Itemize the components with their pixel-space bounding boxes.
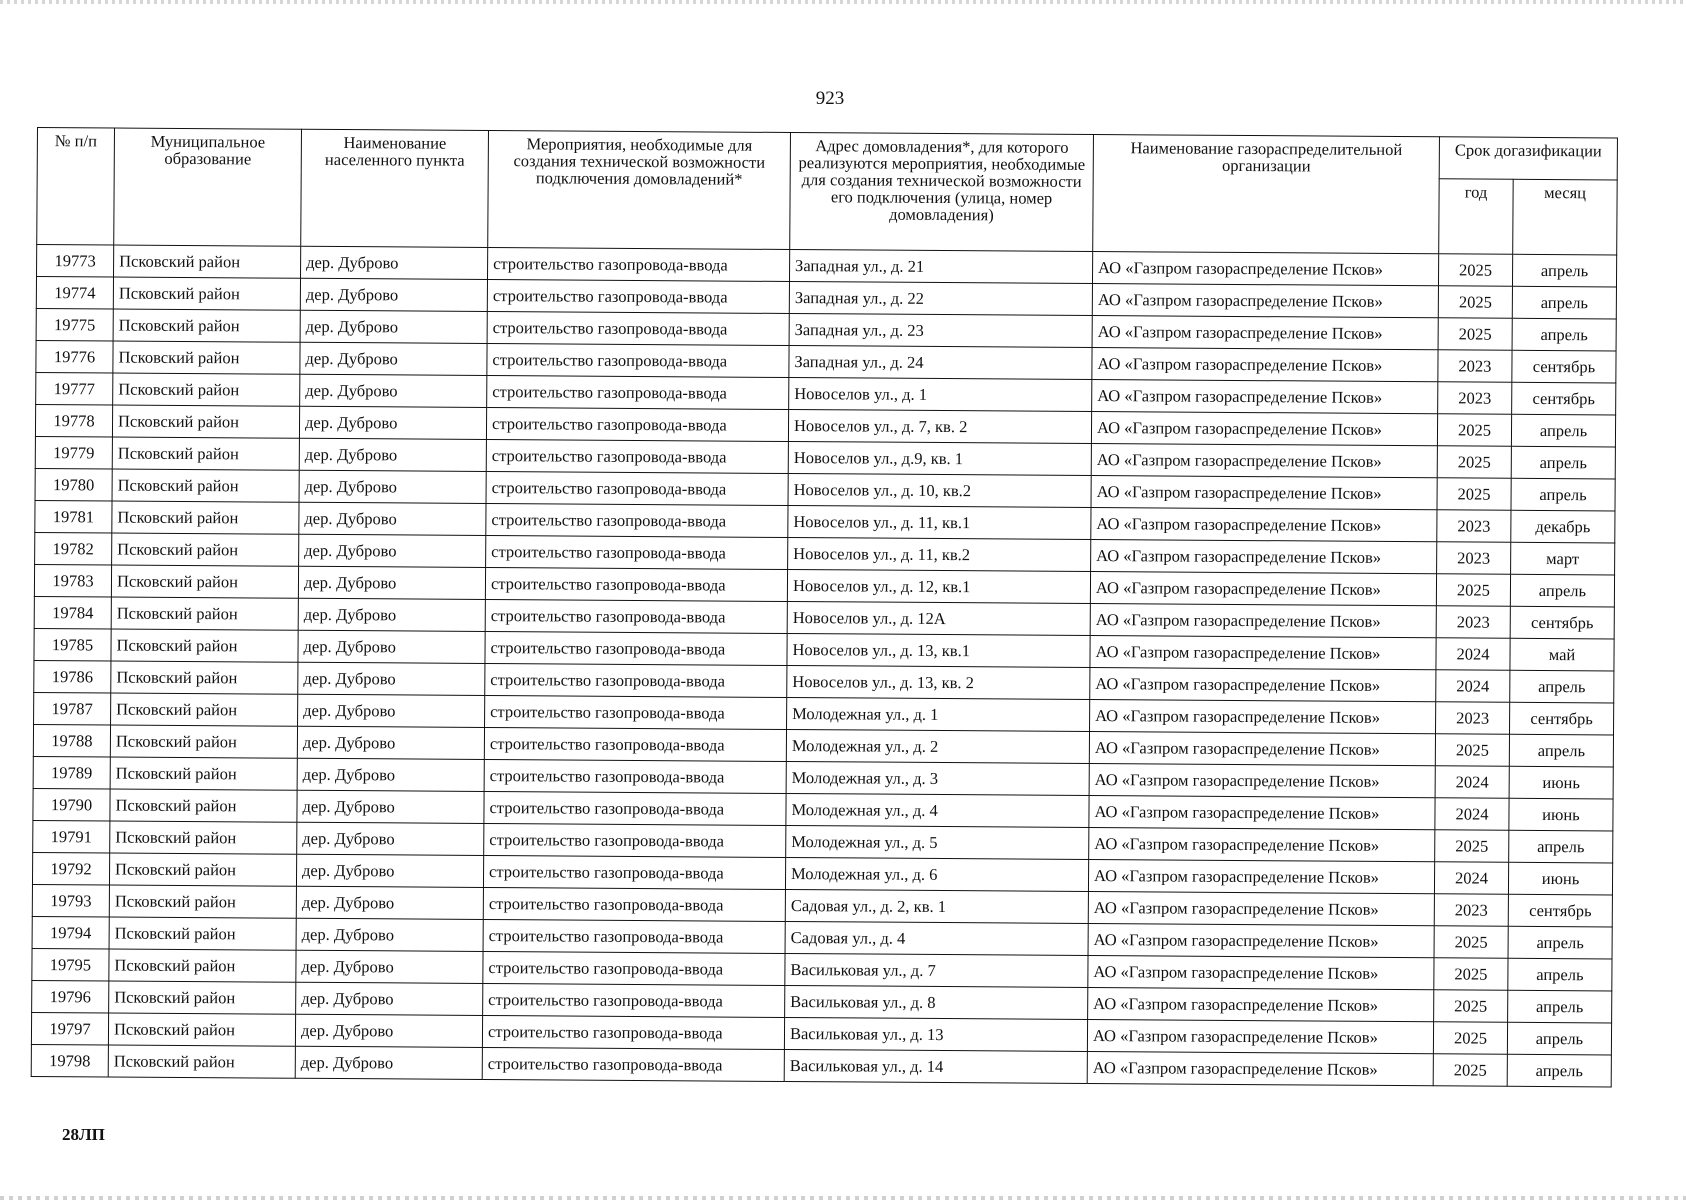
cell-measures: строительство газопровода-ввода — [484, 791, 786, 825]
cell-num: 19782 — [35, 532, 112, 565]
cell-month: март — [1511, 542, 1615, 575]
cell-num: 19790 — [33, 788, 110, 821]
cell-year: 2023 — [1438, 382, 1512, 414]
cell-address: Молодежная ул., д. 6 — [785, 857, 1088, 891]
cell-organization: АО «Газпром газораспределение Псков» — [1090, 603, 1436, 637]
cell-organization: АО «Газпром газораспределение Псков» — [1088, 923, 1434, 957]
cell-settlement: дер. Дуброво — [295, 1014, 482, 1047]
cell-municipality: Псковский район — [112, 437, 299, 470]
cell-address: Васильковая ул., д. 7 — [785, 953, 1088, 987]
cell-month: апрель — [1511, 446, 1615, 479]
cell-organization: АО «Газпром газораспределение Псков» — [1089, 731, 1435, 765]
cell-month: апрель — [1507, 1022, 1611, 1055]
cell-settlement: дер. Дуброво — [297, 822, 484, 855]
cell-settlement: дер. Дуброво — [298, 598, 485, 631]
cell-num: 19777 — [36, 372, 113, 405]
cell-measures: строительство газопровода-ввода — [486, 407, 788, 441]
cell-municipality: Псковский район — [109, 917, 296, 950]
cell-organization: АО «Газпром газораспределение Псков» — [1091, 444, 1437, 478]
cell-organization: АО «Газпром газораспределение Псков» — [1091, 412, 1437, 446]
cell-measures: строительство газопровода-ввода — [484, 823, 786, 857]
cell-municipality: Псковский район — [113, 373, 300, 406]
cell-measures: строительство газопровода-ввода — [487, 279, 789, 313]
cell-num: 19780 — [35, 468, 112, 501]
cell-month: апрель — [1508, 990, 1612, 1023]
cell-address: Новоселов ул., д. 12А — [787, 601, 1090, 635]
cell-municipality: Псковский район — [110, 821, 297, 854]
cell-organization: АО «Газпром газораспределение Псков» — [1087, 1051, 1433, 1085]
cell-num: 19793 — [32, 884, 109, 917]
cell-address: Васильковая ул., д. 14 — [784, 1049, 1087, 1083]
cell-organization: АО «Газпром газораспределение Псков» — [1089, 795, 1435, 829]
cell-organization: АО «Газпром газораспределение Псков» — [1090, 667, 1436, 701]
header-municipality: Муниципальное образование — [114, 128, 302, 246]
cell-settlement: дер. Дуброво — [300, 374, 487, 407]
cell-num: 19781 — [35, 500, 112, 533]
cell-measures: строительство газопровода-ввода — [485, 599, 787, 633]
cell-address: Новоселов ул., д. 13, кв. 2 — [787, 665, 1090, 699]
cell-num: 19797 — [31, 1012, 108, 1045]
cell-address: Молодежная ул., д. 4 — [786, 793, 1089, 827]
cell-year: 2025 — [1434, 926, 1508, 958]
cell-settlement: дер. Дуброво — [300, 342, 487, 375]
cell-year: 2024 — [1436, 670, 1510, 702]
cell-year: 2023 — [1437, 542, 1511, 574]
cell-organization: АО «Газпром газораспределение Псков» — [1091, 507, 1437, 541]
cell-address: Новоселов ул., д. 13, кв.1 — [787, 633, 1090, 667]
cell-measures: строительство газопровода-ввода — [486, 535, 788, 569]
cell-measures: строительство газопровода-ввода — [487, 343, 789, 377]
cell-year: 2024 — [1435, 766, 1509, 798]
cell-num: 19779 — [35, 436, 112, 469]
cell-year: 2023 — [1434, 894, 1508, 926]
cell-measures: строительство газопровода-ввода — [486, 471, 788, 505]
cell-municipality: Псковский район — [110, 757, 297, 790]
cell-organization: АО «Газпром газораспределение Псков» — [1092, 316, 1438, 350]
cell-month: сентябрь — [1510, 702, 1614, 735]
cell-month: апрель — [1512, 318, 1616, 351]
cell-municipality: Псковский район — [111, 597, 298, 630]
cell-settlement: дер. Дуброво — [298, 694, 485, 727]
cell-num: 19776 — [36, 340, 113, 373]
cell-address: Васильковая ул., д. 8 — [785, 985, 1088, 1019]
cell-month: апрель — [1512, 254, 1616, 287]
document-code: 28ЛП — [62, 1125, 105, 1144]
cell-address: Молодежная ул., д. 1 — [787, 697, 1090, 731]
cell-num: 19787 — [34, 692, 111, 725]
cell-measures: строительство газопровода-ввода — [482, 1047, 784, 1081]
cell-organization: АО «Газпром газораспределение Псков» — [1087, 1019, 1433, 1053]
cell-year: 2025 — [1437, 414, 1511, 446]
cell-address: Новоселов ул., д. 1 — [789, 377, 1092, 411]
cell-settlement: дер. Дуброво — [296, 982, 483, 1015]
cell-settlement: дер. Дуброво — [297, 758, 484, 791]
cell-municipality: Псковский район — [112, 469, 299, 502]
cell-year: 2024 — [1434, 862, 1508, 894]
cell-organization: АО «Газпром газораспределение Псков» — [1092, 380, 1438, 414]
header-measures: Мероприятия, необходимые для создания технической возможности подключения домовладений* — [488, 130, 791, 249]
cell-municipality: Псковский район — [108, 1013, 295, 1046]
cell-year: 2023 — [1438, 350, 1512, 382]
cell-organization: АО «Газпром газораспределение Псков» — [1089, 827, 1435, 861]
cell-num: 19786 — [34, 660, 111, 693]
cell-measures: строительство газопровода-ввода — [483, 951, 785, 985]
cell-address: Садовая ул., д. 4 — [785, 921, 1088, 955]
cell-address: Молодежная ул., д. 2 — [786, 729, 1089, 763]
cell-settlement: дер. Дуброво — [296, 886, 483, 919]
cell-municipality: Псковский район — [113, 277, 300, 310]
cell-measures: строительство газопровода-ввода — [484, 759, 786, 793]
header-year: год — [1439, 179, 1513, 254]
cell-address: Новоселов ул., д. 7, кв. 2 — [788, 409, 1091, 443]
cell-month: сентябрь — [1512, 350, 1616, 383]
cell-organization: АО «Газпром газораспределение Псков» — [1091, 475, 1437, 509]
cell-measures: строительство газопровода-ввода — [483, 919, 785, 953]
cell-year: 2023 — [1437, 510, 1511, 542]
cell-num: 19791 — [33, 820, 110, 853]
cell-measures: строительство газопровода-ввода — [486, 439, 788, 473]
cell-municipality: Псковский район — [111, 693, 298, 726]
cell-year: 2025 — [1435, 734, 1509, 766]
cell-municipality: Псковский район — [113, 309, 300, 342]
scan-edge-bottom — [0, 1196, 1686, 1200]
cell-measures: строительство газопровода-ввода — [482, 1015, 784, 1049]
cell-organization: АО «Газпром газораспределение Псков» — [1092, 348, 1438, 382]
cell-measures: строительство газопровода-ввода — [485, 631, 787, 665]
cell-settlement: дер. Дуброво — [297, 726, 484, 759]
cell-municipality: Псковский район — [110, 789, 297, 822]
cell-num: 19794 — [32, 916, 109, 949]
cell-month: сентябрь — [1512, 382, 1616, 415]
cell-municipality: Псковский район — [110, 725, 297, 758]
cell-year: 2025 — [1436, 574, 1510, 606]
cell-year: 2025 — [1438, 286, 1512, 318]
cell-municipality: Псковский район — [109, 885, 296, 918]
cell-organization: АО «Газпром газораспределение Псков» — [1089, 763, 1435, 797]
cell-measures: строительство газопровода-ввода — [487, 311, 789, 345]
cell-settlement: дер. Дуброво — [298, 566, 485, 599]
cell-address: Садовая ул., д. 2, кв. 1 — [785, 889, 1088, 923]
cell-num: 19784 — [34, 596, 111, 629]
cell-year: 2025 — [1433, 1054, 1507, 1086]
cell-month: апрель — [1508, 926, 1612, 959]
cell-num: 19774 — [36, 277, 113, 310]
cell-municipality: Псковский район — [112, 533, 299, 566]
cell-year: 2025 — [1433, 1022, 1507, 1054]
cell-municipality: Псковский район — [111, 661, 298, 694]
cell-organization: АО «Газпром газораспределение Псков» — [1088, 859, 1434, 893]
cell-year: 2024 — [1436, 638, 1510, 670]
cell-settlement: дер. Дуброво — [297, 790, 484, 823]
gasification-table — [31, 127, 1618, 1087]
cell-address: Новоселов ул., д. 10, кв.2 — [788, 473, 1091, 507]
cell-municipality: Псковский район — [112, 501, 299, 534]
cell-settlement: дер. Дуброво — [296, 854, 483, 887]
cell-municipality: Псковский район — [109, 853, 296, 886]
cell-year: 2025 — [1434, 990, 1508, 1022]
cell-organization: АО «Газпром газораспределение Псков» — [1088, 987, 1434, 1021]
cell-month: апрель — [1511, 414, 1615, 447]
cell-month: июнь — [1508, 862, 1612, 895]
header-organization: Наименование газораспределительной организации — [1093, 135, 1440, 254]
cell-municipality: Псковский район — [112, 405, 299, 438]
cell-measures: строительство газопровода-ввода — [487, 375, 789, 409]
cell-settlement: дер. Дуброво — [299, 438, 486, 471]
cell-month: сентябрь — [1508, 894, 1612, 927]
cell-month: июнь — [1509, 766, 1613, 799]
cell-address: Васильковая ул., д. 13 — [784, 1017, 1087, 1051]
cell-num: 19795 — [32, 948, 109, 981]
cell-settlement: дер. Дуброво — [299, 406, 486, 439]
cell-settlement: дер. Дуброво — [299, 502, 486, 535]
cell-month: май — [1510, 638, 1614, 671]
cell-measures: строительство газопровода-ввода — [486, 503, 788, 537]
cell-address: Новоселов ул., д.9, кв. 1 — [788, 441, 1091, 475]
cell-measures: строительство газопровода-ввода — [484, 727, 786, 761]
cell-municipality: Псковский район — [111, 629, 298, 662]
cell-measures: строительство газопровода-ввода — [483, 983, 785, 1017]
cell-address: Западная ул., д. 22 — [789, 281, 1092, 315]
cell-municipality: Псковский район — [109, 981, 296, 1014]
cell-month: апрель — [1511, 478, 1615, 511]
cell-year: 2025 — [1435, 830, 1509, 862]
cell-address: Новоселов ул., д. 12, кв.1 — [787, 569, 1090, 603]
cell-year: 2024 — [1435, 798, 1509, 830]
cell-settlement: дер. Дуброво — [296, 918, 483, 951]
cell-measures: строительство газопровода-ввода — [487, 247, 789, 281]
page-number: 923 — [815, 88, 845, 109]
cell-year: 2025 — [1434, 958, 1508, 990]
cell-month: апрель — [1512, 286, 1616, 319]
cell-organization: АО «Газпром газораспределение Псков» — [1090, 571, 1436, 605]
cell-settlement: дер. Дуброво — [301, 246, 488, 279]
cell-month: апрель — [1508, 958, 1612, 991]
cell-month: июнь — [1509, 798, 1613, 831]
cell-organization: АО «Газпром газораспределение Псков» — [1092, 252, 1438, 286]
cell-organization: АО «Газпром газораспределение Псков» — [1091, 539, 1437, 573]
cell-measures: строительство газопровода-ввода — [485, 663, 787, 697]
cell-measures: строительство газопровода-ввода — [483, 887, 785, 921]
cell-address: Западная ул., д. 23 — [789, 313, 1092, 347]
header-settlement: Наименование населенного пункта — [301, 129, 489, 247]
cell-year: 2023 — [1436, 606, 1510, 638]
table-body — [31, 245, 1616, 1087]
cell-organization: АО «Газпром газораспределение Псков» — [1088, 955, 1434, 989]
cell-measures: строительство газопровода-ввода — [483, 855, 785, 889]
cell-num: 19778 — [35, 404, 112, 437]
cell-num: 19773 — [37, 245, 114, 278]
cell-address: Западная ул., д. 21 — [789, 249, 1092, 283]
cell-address: Новоселов ул., д. 11, кв.2 — [788, 537, 1091, 571]
cell-organization: АО «Газпром газораспределение Псков» — [1088, 891, 1434, 925]
scan-edge-top — [0, 0, 1686, 4]
cell-settlement: дер. Дуброво — [295, 1046, 482, 1079]
cell-num: 19789 — [33, 756, 110, 789]
header-address: Адрес домовладения*, для которого реализуются мероприятия, необходимые для создания технической возможности его подключения (улица, номер домовладения) — [790, 132, 1094, 251]
cell-num: 19792 — [32, 852, 109, 885]
cell-num: 19783 — [34, 564, 111, 597]
cell-num: 19785 — [34, 628, 111, 661]
cell-settlement: дер. Дуброво — [296, 950, 483, 983]
cell-municipality: Псковский район — [113, 341, 300, 374]
cell-settlement: дер. Дуброво — [298, 630, 485, 663]
cell-month: апрель — [1510, 670, 1614, 703]
cell-num: 19798 — [31, 1044, 108, 1077]
cell-month: апрель — [1510, 574, 1614, 607]
cell-settlement: дер. Дуброво — [299, 470, 486, 503]
cell-year: 2025 — [1437, 478, 1511, 510]
cell-organization: АО «Газпром газораспределение Псков» — [1090, 635, 1436, 669]
cell-municipality: Псковский район — [111, 565, 298, 598]
cell-settlement: дер. Дуброво — [300, 278, 487, 311]
cell-address: Новоселов ул., д. 11, кв.1 — [788, 505, 1091, 539]
cell-num: 19788 — [33, 724, 110, 757]
cell-year: 2025 — [1438, 254, 1512, 286]
cell-measures: строительство газопровода-ввода — [485, 567, 787, 601]
cell-address: Западная ул., д. 24 — [789, 345, 1092, 379]
header-month: месяц — [1513, 179, 1617, 255]
cell-year: 2025 — [1437, 446, 1511, 478]
cell-month: сентябрь — [1510, 606, 1614, 639]
cell-measures: строительство газопровода-ввода — [485, 695, 787, 729]
cell-settlement: дер. Дуброво — [300, 310, 487, 343]
cell-num: 19796 — [32, 980, 109, 1013]
cell-address: Молодежная ул., д. 3 — [786, 761, 1089, 795]
cell-municipality: Псковский район — [114, 245, 301, 278]
cell-organization: АО «Газпром газораспределение Псков» — [1090, 699, 1436, 733]
cell-address: Молодежная ул., д. 5 — [786, 825, 1089, 859]
cell-year: 2023 — [1436, 702, 1510, 734]
cell-month: апрель — [1509, 830, 1613, 863]
cell-settlement: дер. Дуброво — [299, 534, 486, 567]
cell-organization: АО «Газпром газораспределение Псков» — [1092, 284, 1438, 318]
header-deadline: Срок догазификации — [1439, 137, 1617, 180]
cell-month: апрель — [1507, 1054, 1611, 1087]
cell-year: 2025 — [1438, 318, 1512, 350]
cell-municipality: Псковский район — [109, 949, 296, 982]
cell-month: апрель — [1509, 734, 1613, 767]
cell-month: декабрь — [1511, 510, 1615, 543]
cell-num: 19775 — [36, 308, 113, 341]
header-num: № п/п — [37, 128, 115, 246]
cell-settlement: дер. Дуброво — [298, 662, 485, 695]
cell-municipality: Псковский район — [108, 1045, 295, 1078]
